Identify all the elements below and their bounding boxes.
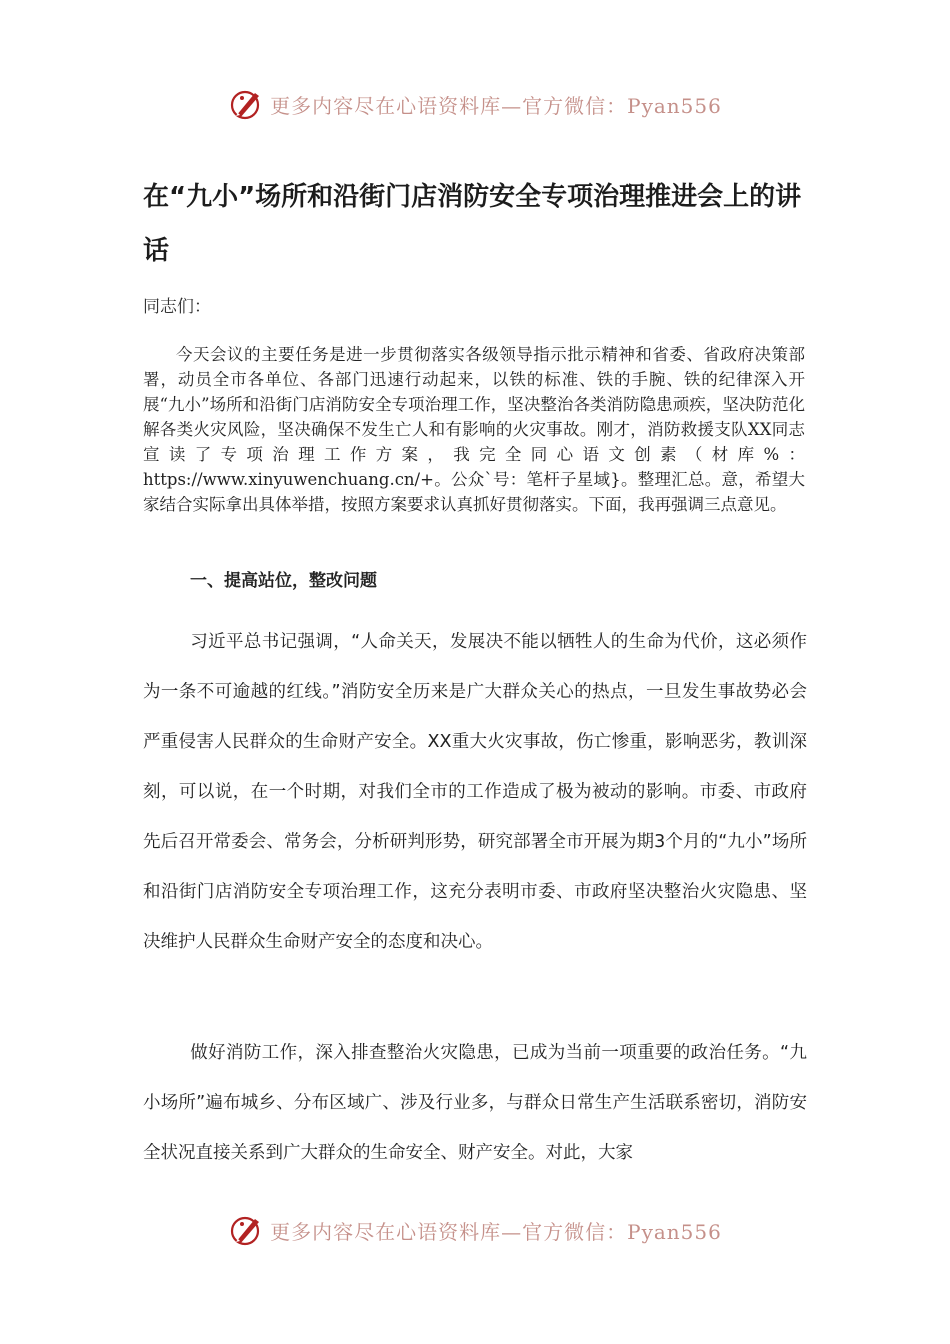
header-banner[interactable] bbox=[0, 82, 950, 126]
section1-paragraph-2: 做好消防工作，深入排查整治火灾隐患，已成为当前一项重要的政治任务。“九小场所”遍布城乡、分布区域广、涉及行业多，与群众日常生产生活联系密切，消防安全状况直接关系到广大群众的生命安全、财产安全。对此，大家 bbox=[143, 1043, 807, 1163]
pen-circle-logo-icon bbox=[228, 1212, 264, 1248]
section-heading-1: 一、提高站位，整改问题 bbox=[190, 571, 377, 591]
salutation: 同志们： bbox=[143, 297, 211, 317]
pen-circle-logo-icon bbox=[228, 86, 264, 122]
section1-paragraph-1: 习近平总书记强调，“人命关天，发展决不能以牺牲人的生命为代价，这必须作为一条不可逾越的红线。”消防安全历来是广大群众关心的热点，一旦发生事故势必会严重侵害人民群众的生命财产安全。XX重大火灾事故，伤亡惨重，影响恶劣，教训深刻，可以说，在一个时期，对我们全市的工作造成了极为被动的影响。市委、市政府先后召开常委会、常务会，分析研判形势，研究部署全市开展为期3个月的“九小”场所和沿街门店消防安全专项治理工作，这充分表明市委、市政府坚决整治火灾隐患、坚决维护人民群众生命财产安全的态度和决心。 bbox=[143, 632, 807, 952]
banner-text: 更多内容尽在心语资料库—官方微信：Pyan556 bbox=[270, 1219, 722, 1244]
banner-text: 更多内容尽在心语资料库—官方微信：Pyan556 bbox=[270, 93, 722, 118]
document-title: 在“九小”场所和沿街门店消防安全专项治理推进会上的讲话 bbox=[143, 182, 802, 266]
footer-banner[interactable] bbox=[0, 1208, 950, 1252]
intro-paragraph: 今天会议的主要任务是进一步贯彻落实各级领导指示批示精神和省委、省政府决策部署，动员全市各单位、各部门迅速行动起来，以铁的标准、铁的手腕、铁的纪律深入开展“九小”场所和沿街门店消防安全专项治理工作，坚决整治各类消防隐患顽疾，坚决防范化解各类火灾风险，坚决确保不发生亡人和有影响的火灾事故。刚才，消防救援支队XX同志宣读了专项治理工作方案，我完全同心语文创素（材库%：https://www.xinyuwenchuang.cn/+。公众`号：笔杆子星域}。整理汇总。意，希望大家结合实际拿出具体举措，按照方案要求认真抓好贯彻落实。下面，我再强调三点意见。 bbox=[143, 345, 805, 514]
